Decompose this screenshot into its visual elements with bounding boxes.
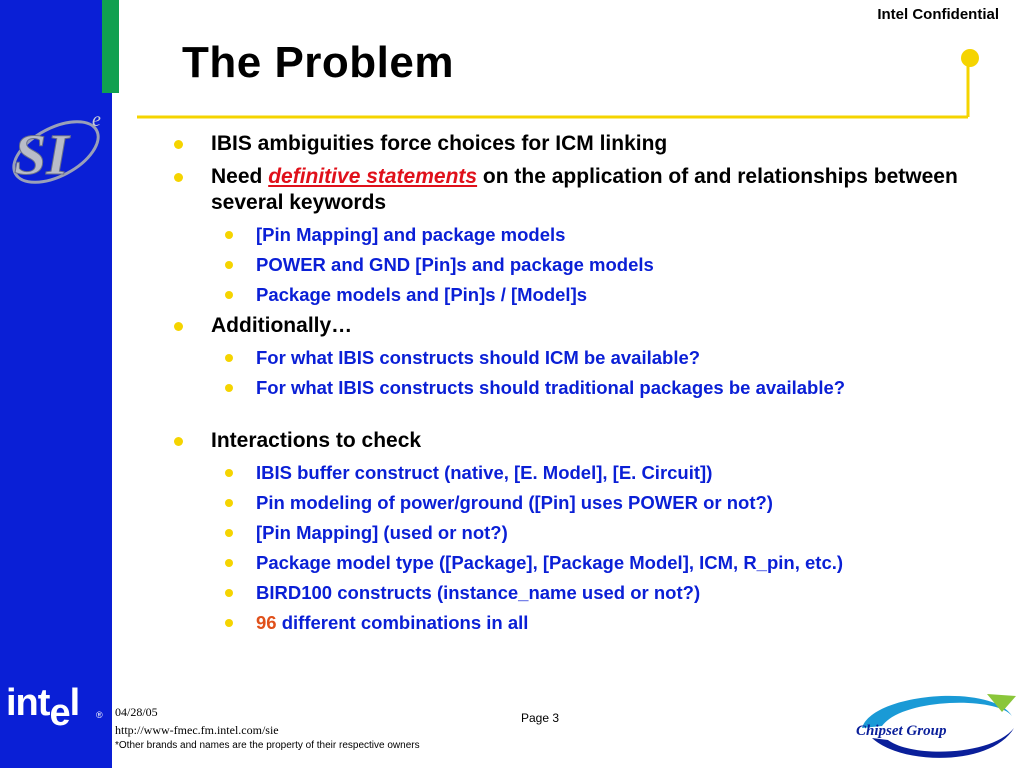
si-logo-text: SI: [14, 122, 69, 187]
bullet-icon: [225, 619, 233, 627]
list-item: [170, 131, 1010, 157]
chipset-group-text: Chipset Group: [856, 723, 947, 739]
sub-list-item: [170, 283, 1010, 307]
emphasis-text: definitive statements: [268, 165, 478, 188]
list-item-text: on the application of and relationships between several keywords: [211, 165, 958, 214]
sub-list-item: [170, 223, 1010, 247]
bullet-icon: [174, 140, 183, 149]
bullet-icon: [174, 322, 183, 331]
list-item-text: Need: [211, 165, 269, 188]
title-decoration: [0, 0, 1024, 130]
sub-list-item-text: [Pin Mapping] (used or not?): [256, 522, 508, 543]
footer-url: http://www-fmec.fm.intel.com/sie: [115, 723, 279, 737]
bullet-icon: [225, 589, 233, 597]
bullet-icon: [225, 559, 233, 567]
combinations-count: 96: [256, 612, 277, 633]
si-logo-superscript: e: [92, 109, 101, 131]
bullet-icon: [225, 354, 233, 362]
page-number: Page 3: [521, 711, 560, 725]
bullet-icon: [225, 261, 233, 269]
page-title: The Problem: [182, 38, 454, 87]
intel-logo: [6, 682, 102, 734]
sub-list-item-text: IBIS buffer construct (native, [E. Model], [E. Circuit]): [256, 462, 713, 483]
chipset-group-logo: [842, 688, 1018, 766]
bullet-icon: [174, 437, 183, 446]
sub-list-item-text: Package model type ([Package], [Package Model], ICM, R_pin, etc.): [256, 552, 844, 573]
bullet-icon: [225, 384, 233, 392]
intel-logo-e: e: [49, 692, 70, 734]
list-item: [170, 313, 1010, 339]
bullet-list: [170, 131, 1010, 641]
confidential-label: Intel Confidential: [877, 6, 999, 23]
bullet-icon: [225, 231, 233, 239]
bullet-icon: [225, 499, 233, 507]
sub-list-item-text: different combinations in all: [276, 612, 529, 633]
decoration-dot: [961, 49, 979, 67]
sub-list-item-text: POWER and GND [Pin]s and package models: [256, 254, 654, 275]
sub-list-item-text: For what IBIS constructs should traditional packages be available?: [256, 377, 846, 398]
sub-list-item: [170, 491, 1010, 515]
list-spacer: [170, 406, 1010, 428]
intel-logo-l: l: [69, 682, 80, 724]
sub-list-item: [170, 581, 1010, 605]
list-item: [170, 428, 1010, 454]
list-item-text: Additionally…: [211, 314, 353, 337]
bullet-icon: [225, 529, 233, 537]
sub-list-item: [170, 461, 1010, 485]
list-item-text: Interactions to check: [211, 429, 422, 452]
sub-list-item: [170, 551, 1010, 575]
sub-list-item-text: Package models and [Pin]s / [Model]s: [256, 284, 588, 305]
list-item: [170, 164, 1010, 216]
bullet-icon: [225, 291, 233, 299]
intel-logo-reg: ®: [96, 710, 102, 720]
footer-disclaimer: *Other brands and names are the property of their respective owners: [115, 740, 420, 751]
sub-list-item-text: For what IBIS constructs should ICM be available?: [256, 347, 701, 368]
sub-list-item: [170, 521, 1010, 545]
bullet-icon: [174, 173, 183, 182]
sub-list-item-text: BIRD100 constructs (instance_name used or not?): [256, 582, 701, 603]
sub-list-item: [170, 611, 1010, 635]
sub-list-item-text: Pin modeling of power/ground ([Pin] uses POWER or not?): [256, 492, 773, 513]
sub-list-item: [170, 346, 1010, 370]
bullet-icon: [225, 469, 233, 477]
sub-list-item: [170, 376, 1010, 400]
intel-logo-int: int: [6, 682, 50, 724]
footer-date: 04/28/05: [115, 705, 158, 719]
list-item-text: IBIS ambiguities force choices for ICM linking: [211, 132, 668, 155]
sub-list-item-text: [Pin Mapping] and package models: [256, 224, 566, 245]
sub-list-item: [170, 253, 1010, 277]
